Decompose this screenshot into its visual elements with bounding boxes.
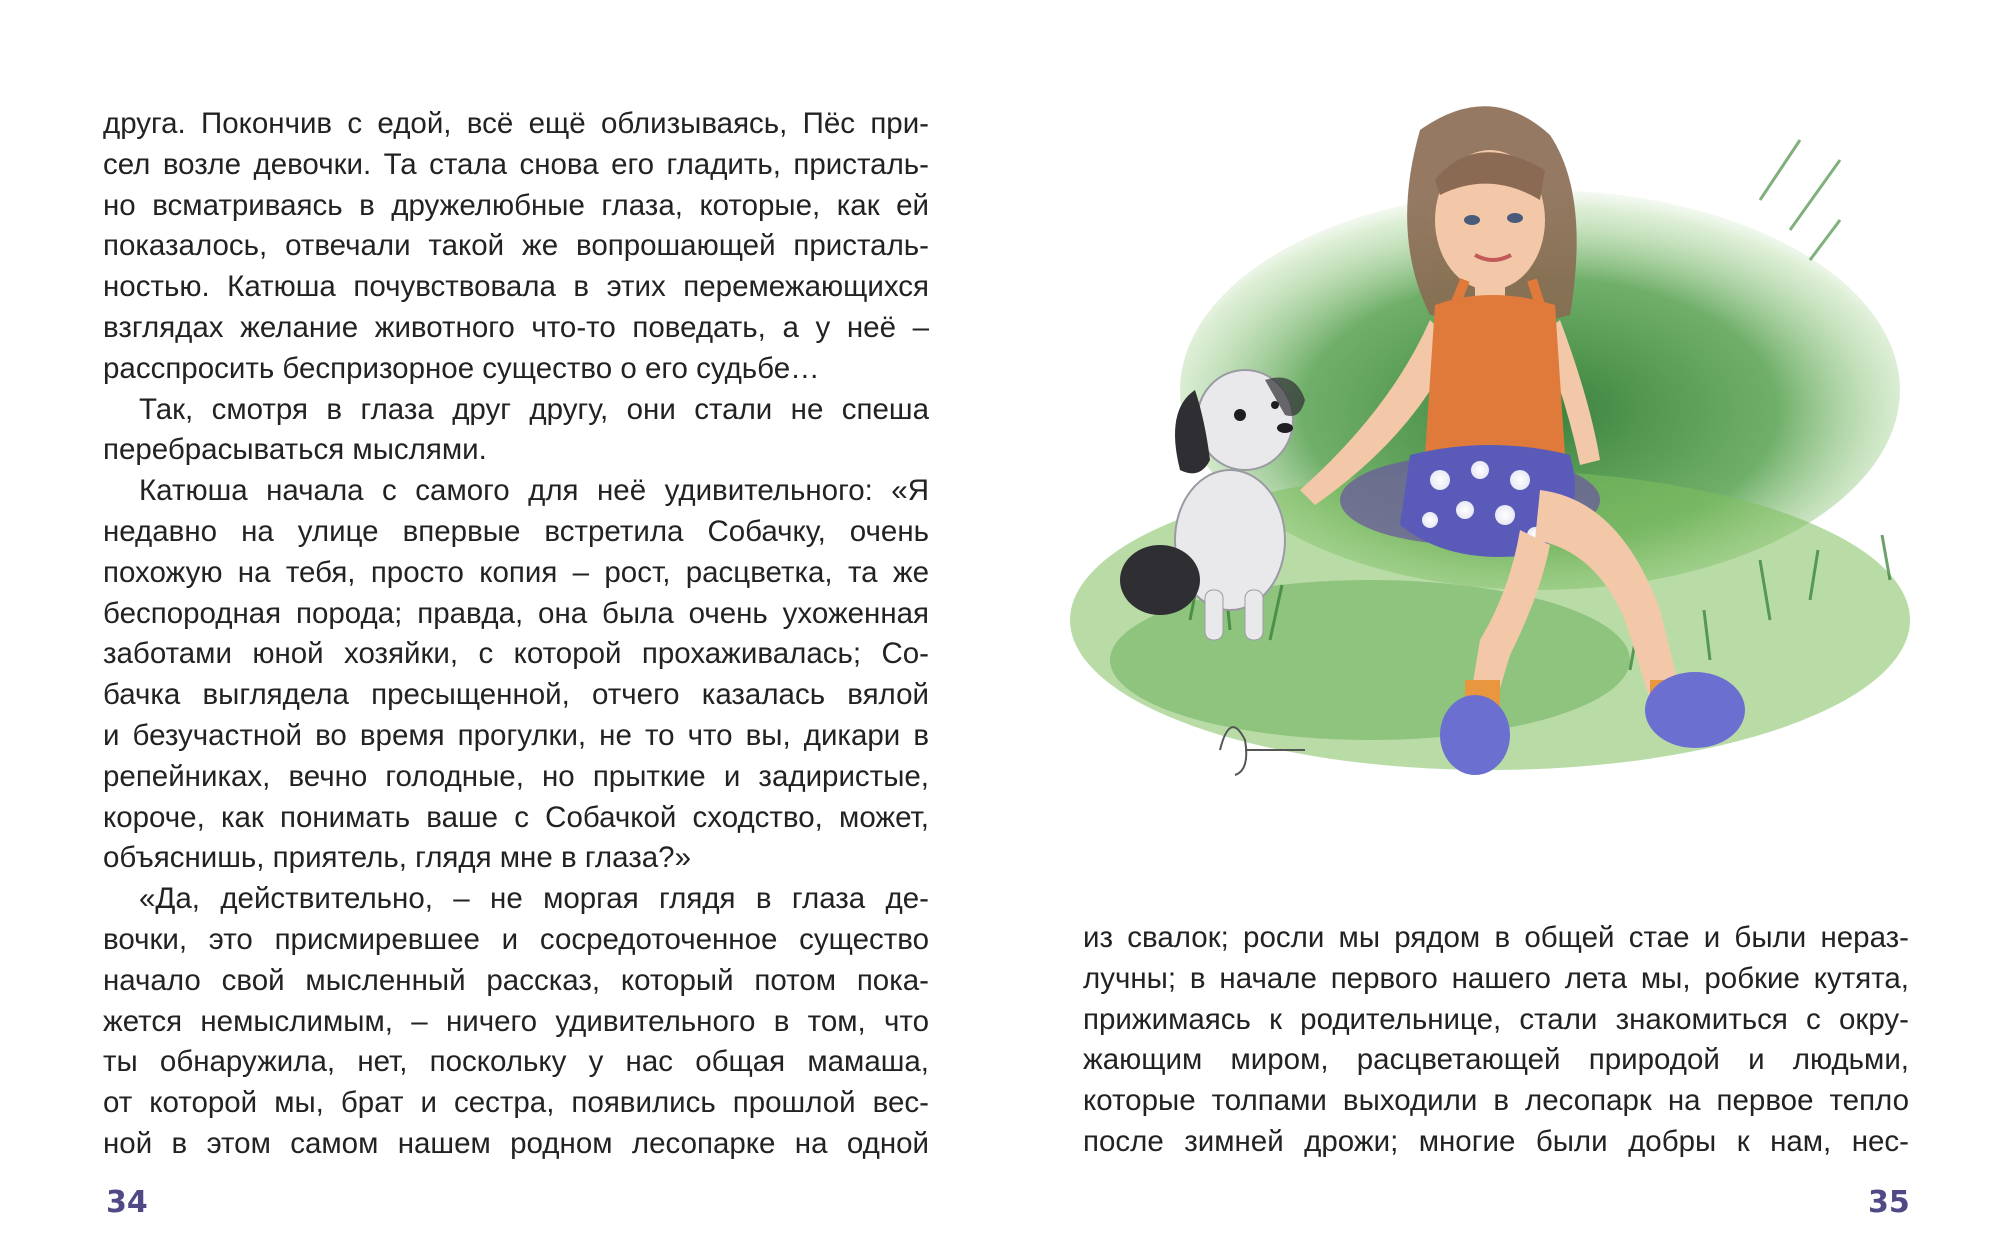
text-line: друга. Покончив с едой, всё ещё облизываясь, Пёс при-	[103, 107, 929, 140]
text-line: репейниках, вечно голодные, но прыткие и задиристые,	[103, 759, 929, 793]
text-line: после зимней дрожи; многие были добры к нам, нес-	[1083, 1124, 1909, 1158]
text-line: объяснишь, приятель, глядя мне в глаза?»	[103, 841, 691, 875]
illustration-svg	[1070, 60, 1920, 860]
text-line: прижимаясь к родительнице, стали знакомиться с окру-	[1083, 1002, 1909, 1036]
text-line: но всматриваясь в дружелюбные глаза, которые, как ей	[103, 188, 929, 222]
text-line: показалось, отвечали такой же вопрошающей присталь-	[103, 229, 929, 263]
text-line: короче, как понимать ваше с Собачкой сходство, может,	[103, 800, 929, 834]
text-line: жется немыслимым, – ничего удивительного в том, что	[103, 1004, 929, 1038]
page-number-left: 34	[106, 1185, 148, 1220]
left-shoe	[1440, 695, 1510, 775]
text-line: жающим миром, расцветающей природой и людьми,	[1083, 1043, 1909, 1077]
text-line: бачка выглядела пресыщенной, отчего казалась вялой	[103, 678, 929, 712]
text-line: расспросить беспризорное существо о его судьбе…	[103, 351, 820, 385]
text-line: ной в этом самом нашем родном лесопарке на одной	[103, 1126, 929, 1160]
text-line: вочки, это присмиревшее и сосредоточенное существо	[103, 922, 929, 956]
text-line: из свалок; росли мы рядом в общей стае и были нераз-	[1083, 921, 1909, 954]
text-line: взглядах желание животного что-то поведать, а у неё –	[103, 310, 929, 344]
text-line: похожую на тебя, просто копия – рост, расцветка, та же	[103, 555, 929, 589]
text-line: лучны; в начале первого нашего лета мы, робкие кутята,	[1083, 961, 1909, 995]
text-line: сел возле девочки. Та стала снова его гладить, присталь-	[103, 147, 929, 181]
right-page-text	[1083, 918, 1909, 1163]
text-line: беспородная порода; правда, она была очень ухоженная	[103, 596, 929, 630]
text-line: Так, смотря в глаза друг другу, они стали не спеша	[139, 392, 929, 426]
text-line: «Да, действительно, – не моргая глядя в глаза де-	[139, 882, 929, 916]
text-line: начало свой мысленный рассказ, который потом пока-	[103, 963, 929, 997]
text-line: и безучастной во время прогулки, не то что вы, дикари в	[103, 718, 929, 752]
text-line: ностью. Катюша почувствовала в этих перемежающихся	[103, 270, 929, 304]
illustration-girl-with-puppy	[1070, 60, 1920, 860]
text-line: перебрасываться мыслями.	[103, 433, 487, 467]
text-line: недавно на улице впервые встретила Собачку, очень	[103, 514, 929, 548]
text-line: Катюша начала с самого для неё удивительного: «Я	[139, 474, 929, 508]
text-line: от которой мы, брат и сестра, появились прошлой вес-	[103, 1086, 929, 1120]
text-line: ты обнаружила, нет, поскольку у нас общая мамаша,	[103, 1045, 929, 1079]
left-page-text	[103, 104, 929, 1165]
text-line: которые толпами выходили в лесопарк на первое тепло	[1083, 1084, 1909, 1118]
right-page	[1000, 0, 2000, 1257]
page-number-right: 35	[1868, 1185, 1910, 1220]
text-line: заботами юной хозяйки, с которой прохаживалась; Со-	[103, 637, 929, 671]
right-shoe	[1645, 672, 1745, 748]
